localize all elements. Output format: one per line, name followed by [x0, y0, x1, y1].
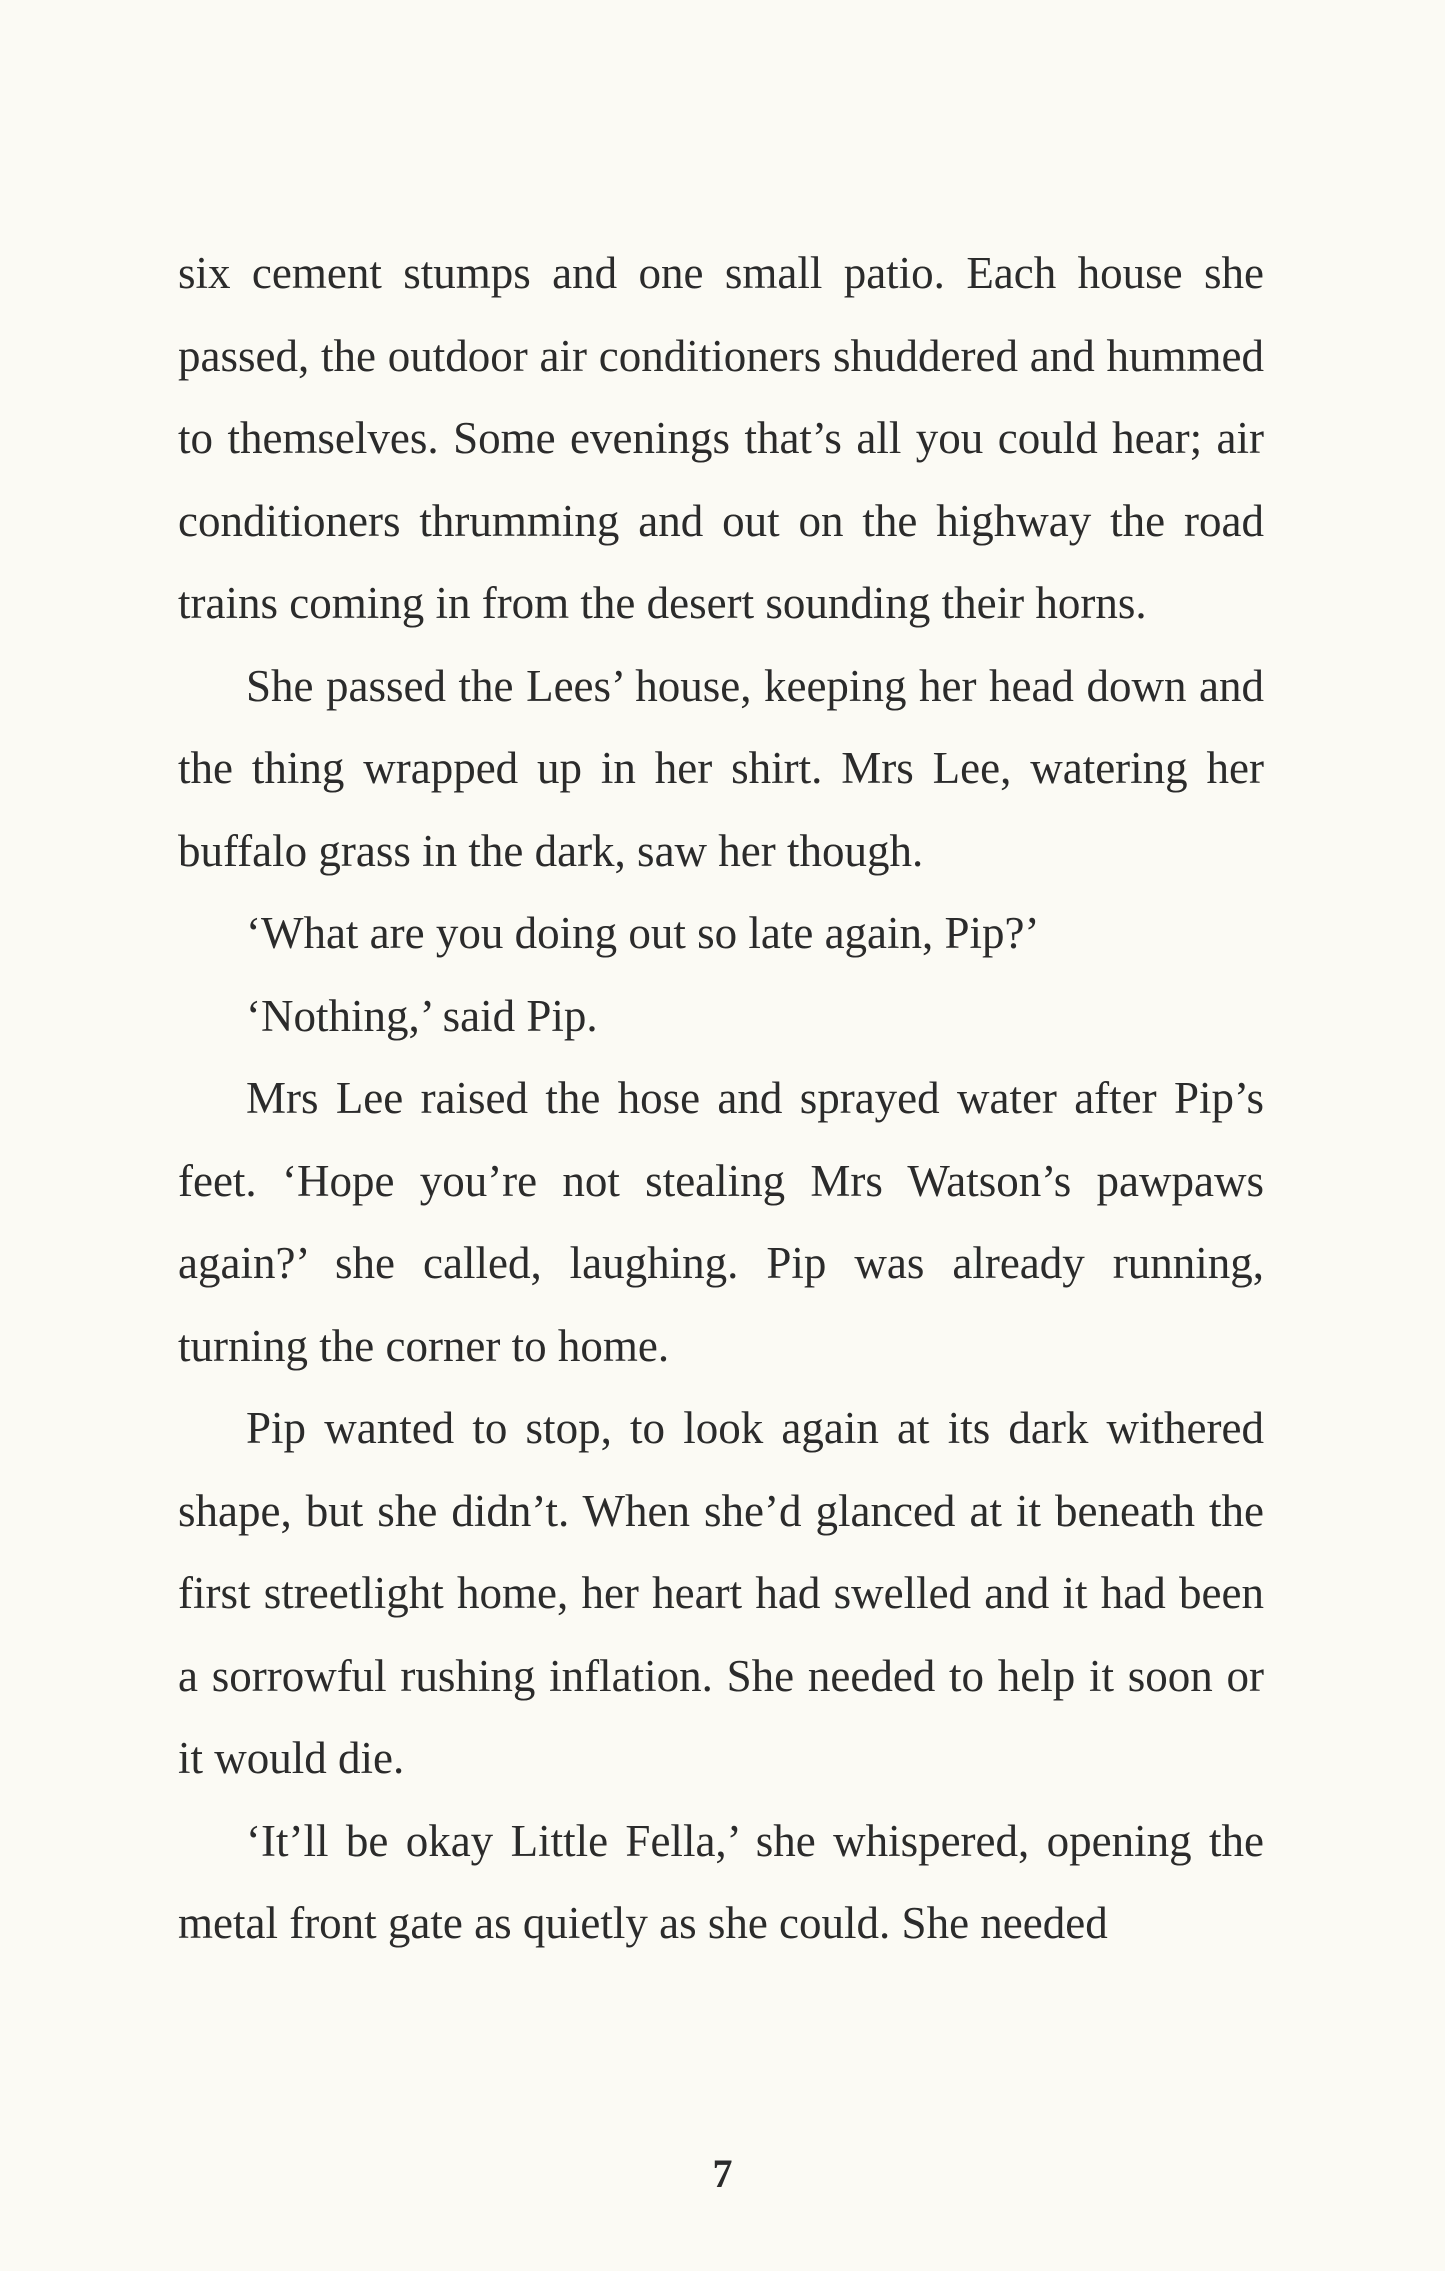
page-number: 7: [712, 2151, 733, 2196]
paragraph: ‘Nothing,’ said Pip.: [246, 990, 598, 1041]
paragraph: Pip wanted to stop, to look again at its dark withered shape, but she didn’t. When she’d glanced at it beneath the first streetlight home, her heart had swelled and it had been a sorrowful rushing inflation. She needed to help it soon or it would die.: [178, 1403, 1264, 1783]
paragraph: Mrs Lee raised the hose and sprayed water after Pip’s feet. ‘Hope you’re not stealing Mrs Watson’s pawpaws again?’ she called, laughing. Pip was already running, turning the corner to home.: [178, 1073, 1264, 1371]
paragraph: She passed the Lees’ house, keeping her head down and the thing wrapped up in her shirt. Mrs Lee, watering her buffalo grass in the dark, saw her though.: [178, 660, 1264, 876]
paragraph: ‘It’ll be okay Little Fella,’ she whispered, opening the metal front gate as quietly as she could. She needed: [178, 1815, 1264, 1948]
paragraph: six cement stumps and one small patio. Each house she passed, the outdoor air conditioners shuddered and hummed to themselves. Some evenings that’s all you could hear; air conditioners thrumming and out on the highway the road trains coming in from the desert sounding their horns.: [178, 248, 1264, 628]
paragraph: ‘What are you doing out so late again, Pip?’: [246, 908, 1040, 958]
body-text: [178, 232, 1264, 1965]
